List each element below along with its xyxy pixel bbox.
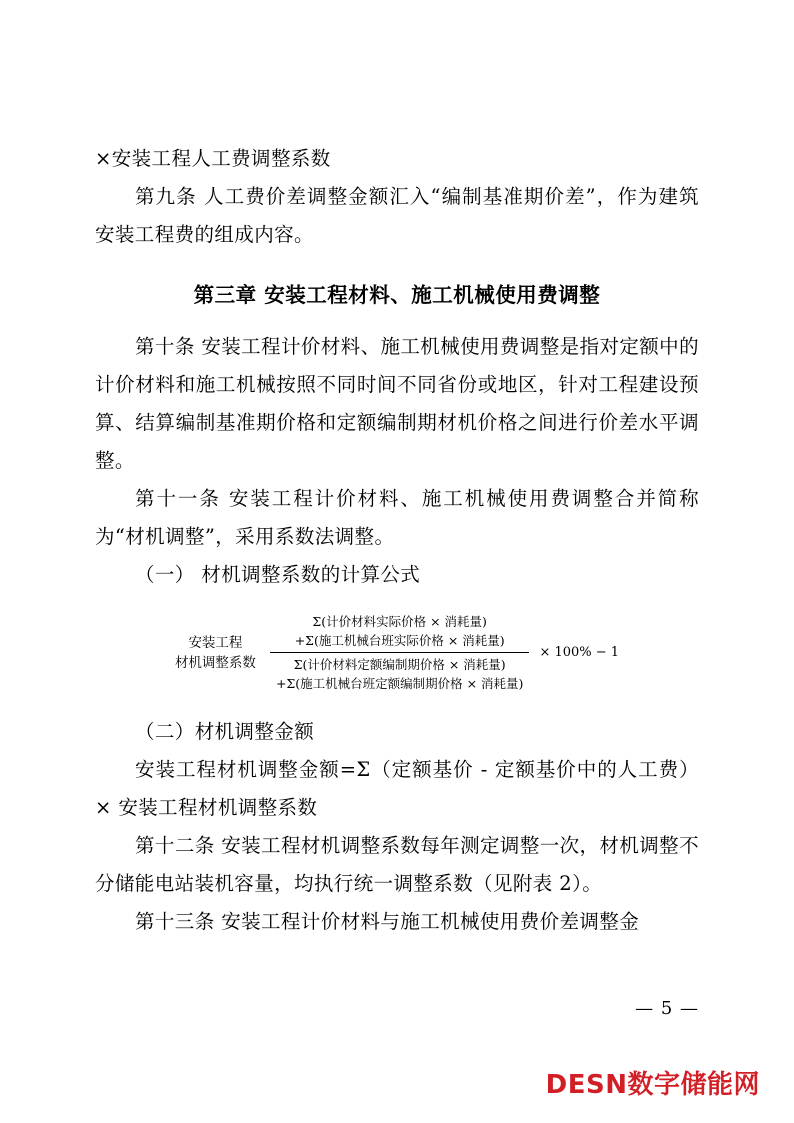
page-number: — 5 — — [635, 998, 699, 1019]
formula-label-line-1: 安装工程 — [188, 634, 243, 651]
paragraph-article-11: 第十一条 安装工程计价材料、施工机械使用费调整合并简称为“材机调整”，采用系数法调整。 — [95, 487, 699, 548]
chapter-heading: 第三章 安装工程材料、施工机械使用费调整 — [193, 283, 601, 307]
paragraph-line: ×安装工程人工费调整系数 — [95, 147, 331, 170]
formula-label — [175, 633, 256, 673]
formula-numerator-line-1: Σ(计价材料实际价格 × 消耗量) — [312, 614, 487, 629]
paragraph-article-13: 第十三条 安装工程计价材料与施工机械使用费价差调整金 — [135, 910, 640, 933]
formula-denominator-line-2: +Σ(施工机械台班定额编制期价格 × 消耗量) — [275, 676, 524, 691]
watermark-logo: DESN数字储能网 — [545, 1070, 760, 1100]
formula-label-line-2: 材机调整系数 — [174, 654, 256, 671]
formula-denominator — [270, 653, 530, 693]
formula-numerator — [270, 612, 530, 652]
paragraph-article-9: 第九条 人工费价差调整金额汇入“编制基准期价差”，作为建筑安装工程费的组成内容。 — [95, 185, 699, 246]
formula-tail: × 100% − 1 — [539, 645, 620, 660]
paragraph-adjustment-amount: 安装工程材机调整金额=Σ（定额基价 - 定额基价中的人工费） × 安装工程材机调整系数 — [95, 758, 699, 819]
formula-numerator-line-2: +Σ(施工机械台班实际价格 × 消耗量) — [294, 633, 505, 648]
paragraph-item-two: （二）材机调整金额 — [135, 720, 315, 743]
paragraph-article-10: 第十条 安装工程计价材料、施工机械使用费调整是指对定额中的计价材料和施工机械按照不同时间不同省份或地区，针对工程建设预算、结算编制基准期价格和定额编制期材机价格之间进行价差水平调整。 — [95, 335, 699, 472]
paragraph-article-12: 第十二条 安装工程材机调整系数每年测定调整一次，材机调整不分储能电站装机容量，均执行统一调整系数（见附表 2）。 — [95, 834, 699, 895]
formula-denominator-line-1: Σ(计价材料定额编制期价格 × 消耗量) — [293, 657, 506, 672]
formula-fraction — [270, 612, 530, 693]
formula-material-machine-coefficient — [95, 612, 699, 693]
paragraph-item-one: （一） 材机调整系数的计算公式 — [135, 563, 421, 586]
